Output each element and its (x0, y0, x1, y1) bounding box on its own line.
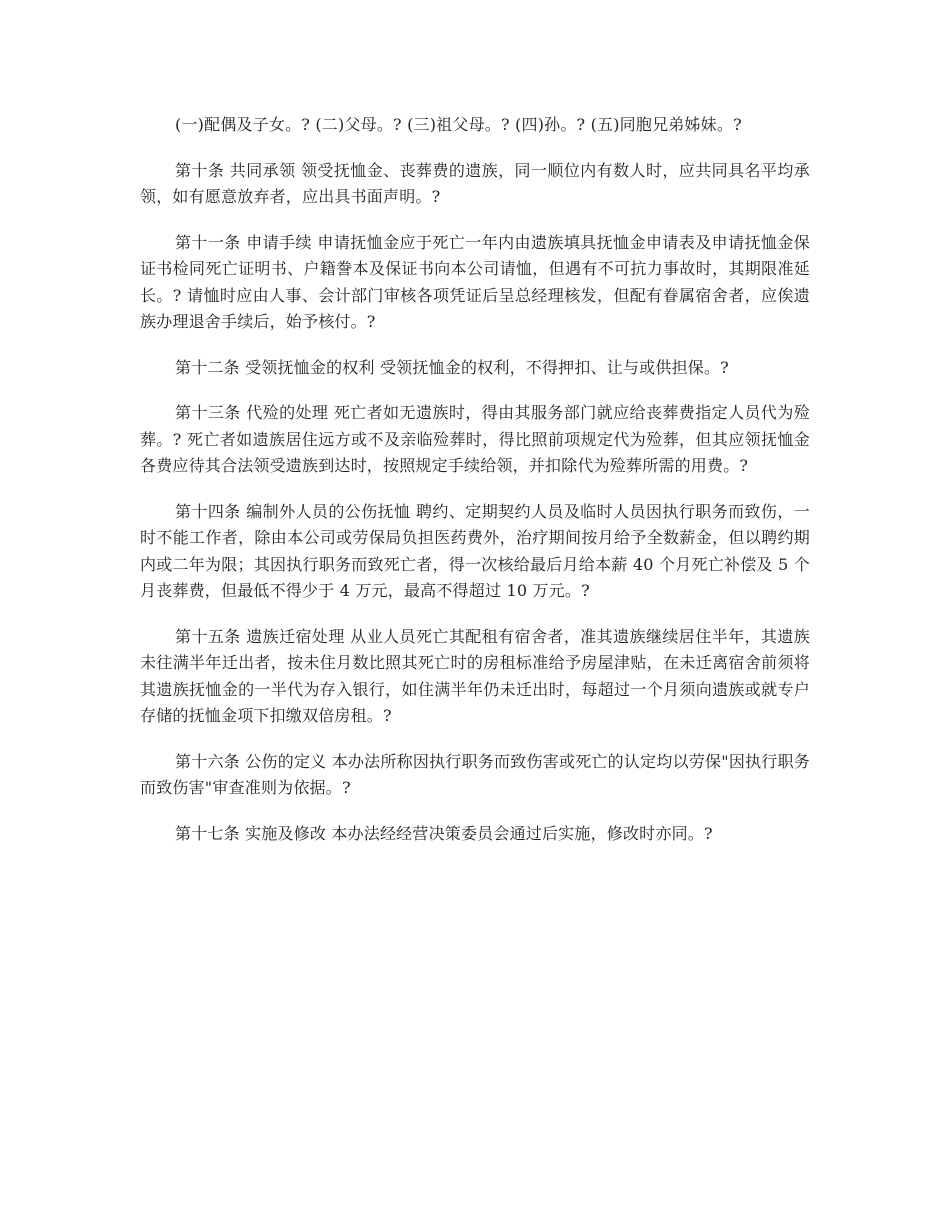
document-page (140, 112, 810, 866)
paragraph-article-14: 第十四条 编制外人员的公伤抚恤 聘约、定期契约人员及临时人员因执行职务而致伤，一时不能工作者，除由本公司或劳保局负担医药费外，治疗期间按月给予全数薪金，但以聘约期内或二年为限；其因执行职务而致死亡者，得一次核给最后月给本薪 40 个月死亡补偿及 5 个月丧葬费，但最低不得少于 4 万元，最高不得超过 10 万元。? (140, 501, 810, 600)
paragraph-article-15: 第十五条 遗族迁宿处理 从业人员死亡其配租有宿舍者，准其遗族继续居住半年，其遗族未往满半年迁出者，按未住月数比照其死亡时的房租标准给予房屋津贴，在未迁离宿舍前须将其遗族抚恤金的一半代为存入银行，如住满半年仍未迁出时，每超过一个月须向遗族或就专户存储的抚恤金项下扣缴双倍房租。? (140, 626, 810, 725)
paragraph-article-17: 第十七条 实施及修改 本办法经经营决策委员会通过后实施，修改时亦同。? (175, 823, 713, 843)
paragraph-article-11: 第十一条 申请手续 申请抚恤金应于死亡一年内由遗族填具抚恤金申请表及申请抚恤金保证书检同死亡证明书、户籍誊本及保证书向本公司请恤，但遇有不可抗力事故时，其期限准延长。? 请恤时应由人事、会计部门审核各项凭证后呈总经理核发，但配有眷属宿舍者，应俟遗族办理退舍手续后，始予核付。? (140, 232, 810, 331)
paragraph-article-16: 第十六条 公伤的定义 本办法所称因执行职务而致伤害或死亡的认定均以劳保"因执行职务而致伤害"审查准则为依据。? (140, 751, 810, 797)
paragraph-article-10: 第十条 共同承领 领受抚恤金、丧葬费的遗族，同一顺位内有数人时，应共同具名平均承领，如有愿意放弃者，应出具书面声明。? (140, 160, 810, 206)
paragraph-article-13: 第十三条 代殓的处理 死亡者如无遗族时，得由其服务部门就应给丧葬费指定人员代为殓葬。? 死亡者如遗族居住远方或不及亲临殓葬时，得比照前项规定代为殓葬，但其应领抚恤金各费应待其合法领受遗族到达时，按照规定手续给领，并扣除代为殓葬所需的用费。? (140, 403, 810, 475)
paragraph-survivor-order: (一)配偶及子女。? (二)父母。? (三)祖父母。? (四)孙。? (五)同胞兄弟姊妹。? (175, 115, 742, 134)
paragraph-article-12: 第十二条 受领抚恤金的权利 受领抚恤金的权利，不得押扣、让与或供担保。? (175, 357, 729, 377)
